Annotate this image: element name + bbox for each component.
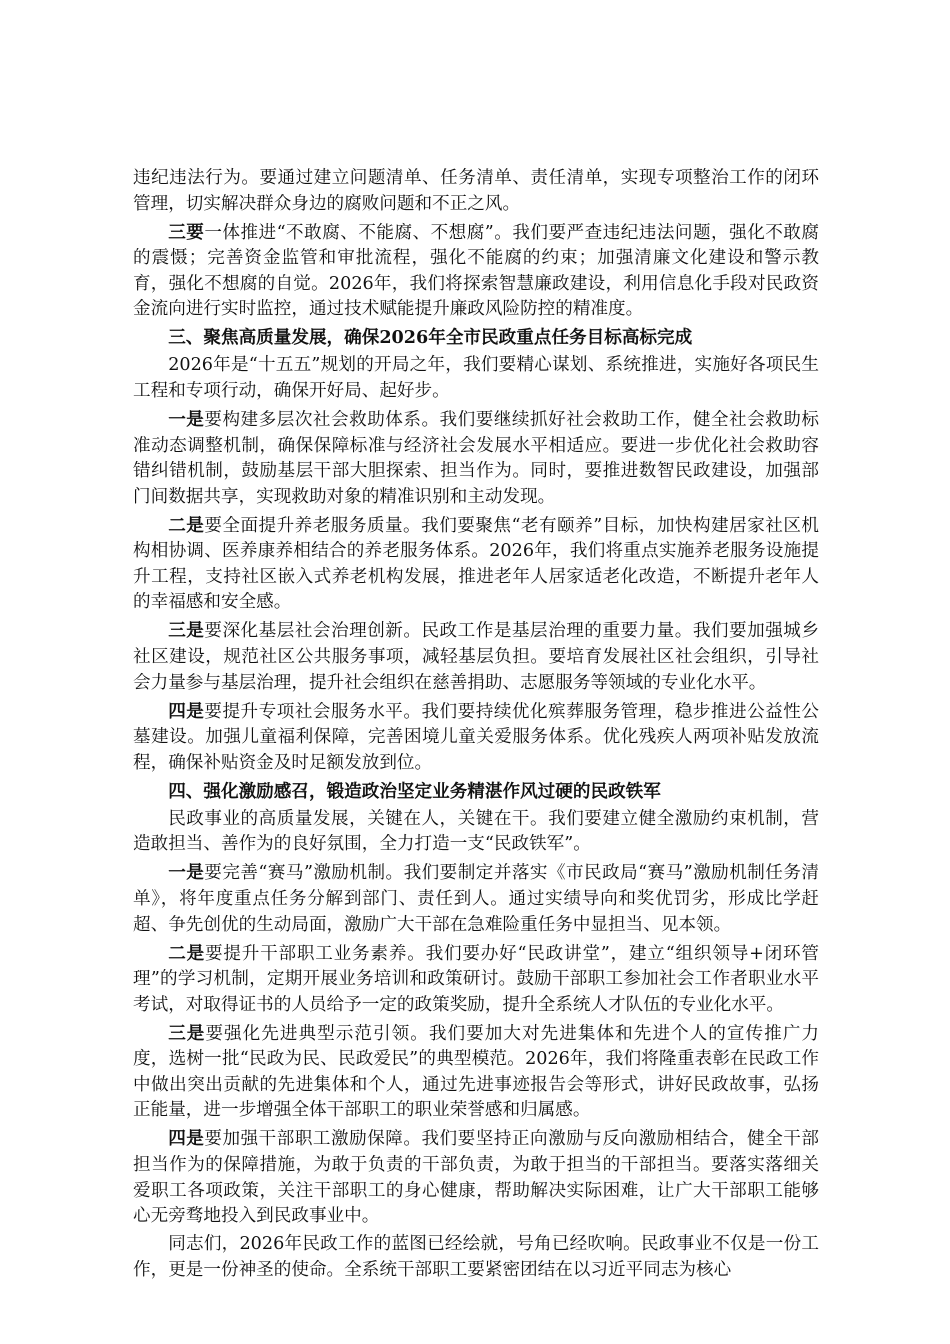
paragraph-plain: 2026年是“十五五”规划的开局之年，我们要精心谋划、系统推进，实施好各项民生工程和专项行动，确保开好局、起好步。 (133, 355, 819, 401)
item-lead: 三是 (168, 620, 205, 642)
section-heading: 三、聚焦高质量发展，确保2026年全市民政重点任务目标高标完成 (168, 327, 693, 349)
item-text: 要加强干部职工激励保障。我们要坚持正向激励与反向激励相结合，健全干部担当作为的保障措施，为敢于负责的干部负责，为敢于担当的干部担当。要落实落细关爱职工各项政策，关注干部职工的身心健康，帮助解决实际困难，让广大干部职工能够心无旁骛地投入到民政事业中。 (133, 1129, 819, 1227)
paragraph-item (133, 407, 819, 510)
item-text: 要全面提升养老服务质量。我们要聚焦“老有颐养”目标，加快构建居家社区机构相协调、医养康养相结合的养老服务体系。2026年，我们将重点实施养老服务设施提升工程，支持社区嵌入式养老机构发展，推进老年人居家适老化改造，不断提升老年人的幸福感和安全感。 (133, 515, 819, 613)
paragraph-item (133, 618, 819, 696)
paragraph-item (133, 1021, 819, 1124)
item-text: 要完善“赛马”激励机制。我们要制定并落实《市民政局“赛马”激励机制任务清单》，将年度重点任务分解到部门、责任到人。通过实绩导向和奖优罚劣，形成比学赶超、争先创优的生动局面，激励广大干部在急难险重任务中显担当、见本领。 (133, 863, 819, 935)
paragraph-continuation: 违纪违法行为。要通过建立问题清单、任务清单、责任清单，实现专项整治工作的闭环管理，切实解决群众身边的腐败问题和不正之风。 (133, 168, 819, 214)
item-text: 要构建多层次社会救助体系。我们要继续抓好社会救助工作，健全社会救助标准动态调整机制，确保保障标准与经济社会发展水平相适应。要进一步优化社会救助容错纠错机制，鼓励基层干部大胆探索、担当作为。同时，要推进数智民政建设，加强部门间数据共享，实现救助对象的精准识别和主动发现。 (133, 409, 819, 507)
paragraph-item (133, 860, 819, 938)
paragraph-item (133, 1126, 819, 1229)
paragraph-item (133, 699, 819, 777)
item-text: 要提升专项社会服务水平。我们要持续优化殡葬服务管理，稳步推进公益性公墓建设。加强儿童福利保障，完善困境儿童关爱服务体系。优化残疾人两项补贴发放流程，确保补贴资金及时足额发放到位。 (133, 701, 819, 773)
item-text: 一体推进“不敢腐、不能腐、不想腐”。我们要严查违纪违法问题，强化不敢腐的震慑；完善资金监管和审批流程，强化不能腐的约束；加强清廉文化建设和警示教育，强化不想腐的自觉。2026年，我们将探索智慧廉政建设，利用信息化手段对民政资金流向进行实时监控，通过技术赋能提升廉政风险防控的精准度。 (133, 222, 819, 320)
item-lead: 四是 (168, 700, 205, 722)
item-lead: 二是 (168, 942, 205, 964)
item-text: 要深化基层社会治理创新。民政工作是基层治理的重要力量。我们要加强城乡社区建设，规范社区公共服务事项，减轻基层负担。要培育发展社区社会组织，引导社会力量参与基层治理，提升社会组织在慈善捐助、志愿服务等领域的专业化水平。 (133, 621, 819, 693)
document-body (133, 166, 819, 1286)
item-lead: 三是 (168, 1022, 206, 1044)
paragraph-plain: 同志们，2026年民政工作的蓝图已经绘就，号角已经吹响。民政事业不仅是一份工作，更是一份神圣的使命。全系统干部职工要紧密团结在以习近平同志为核心 (133, 1234, 819, 1280)
paragraph-item (133, 941, 819, 1019)
item-text: 要提升干部职工业务素养。我们要办好“民政讲堂”，建立“组织领导+闭环管理”的学习机制，定期开展业务培训和政策研讨。鼓励干部职工参加社会工作者职业水平考试，对取得证书的人员给予一定的政策奖励，提升全系统人才队伍的专业化水平。 (133, 943, 819, 1015)
item-lead: 二是 (168, 514, 205, 536)
item-lead: 一是 (168, 862, 205, 884)
item-lead: 一是 (168, 408, 205, 430)
paragraph-plain: 民政事业的高质量发展，关键在人，关键在干。我们要建立健全激励约束机制，营造敢担当、善作为的良好氛围，全力打造一支“民政铁军”。 (133, 808, 819, 855)
item-lead: 四是 (168, 1128, 205, 1150)
paragraph-item (133, 513, 819, 616)
paragraph-item (133, 220, 819, 323)
item-text: 要强化先进典型示范引领。我们要加大对先进集体和先进个人的宣传推广力度，选树一批“民政为民、民政爱民”的典型模范。2026年，我们将隆重表彰在民政工作中做出突出贡献的先进集体和个人，通过先进事迹报告会等形式，讲好民政故事，弘扬正能量，进一步增强全体干部职工的职业荣誉感和归属感。 (133, 1023, 819, 1121)
item-lead: 三要 (168, 221, 205, 243)
section-heading: 四、强化激励感召，锻造政治坚定业务精湛作风过硬的民政铁军 (168, 780, 661, 802)
